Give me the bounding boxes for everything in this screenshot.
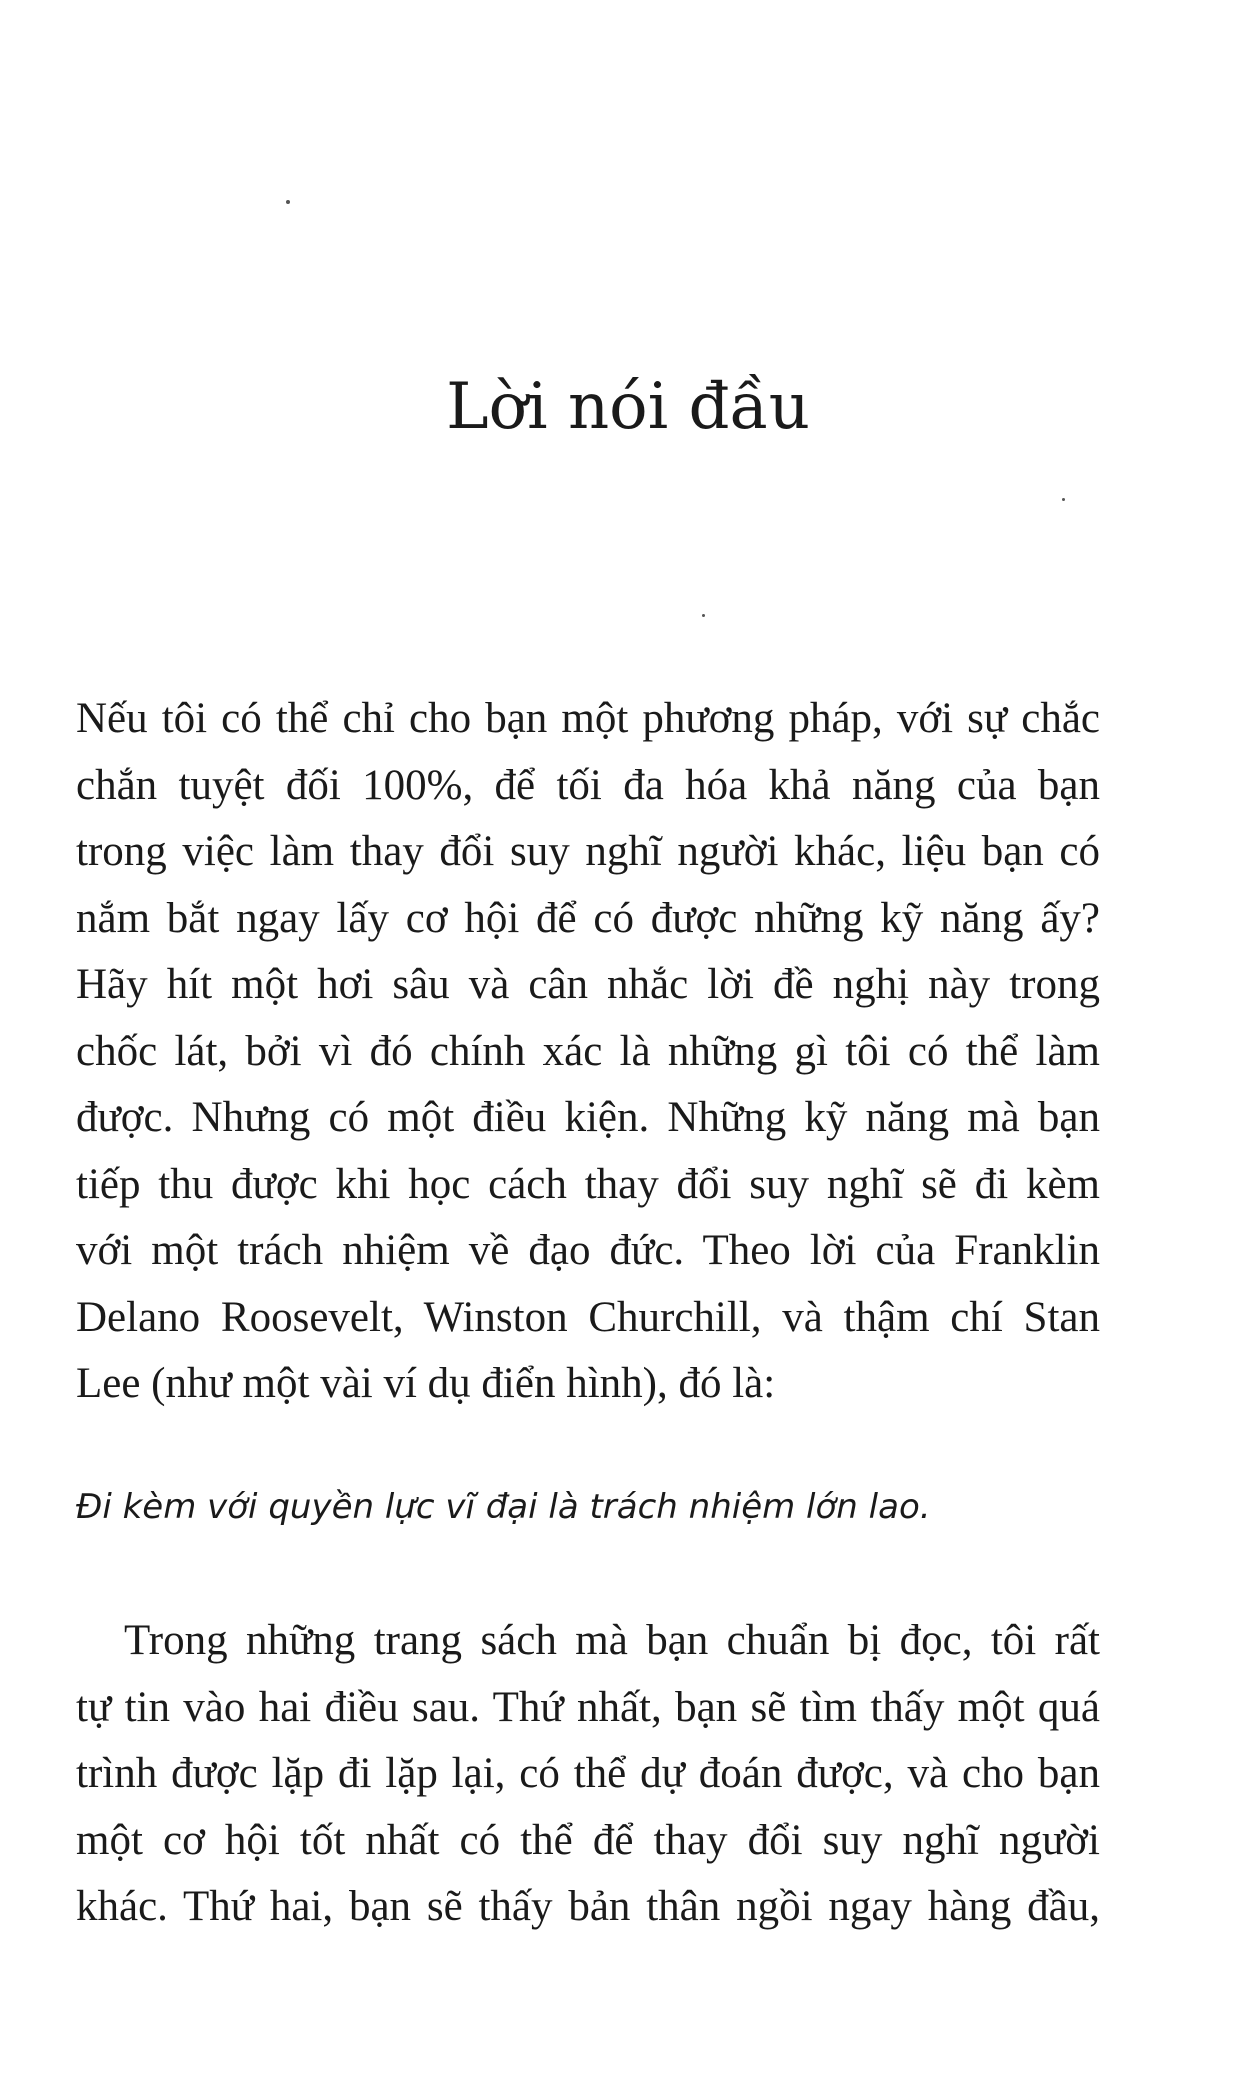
text-line: trình được lặp đi lặp lại, có thể dự đoán được, và cho bạn xyxy=(76,1750,1100,1797)
text-line: chắn tuyệt đối 100%, để tối đa hóa khả năng của bạn xyxy=(76,761,1100,809)
paragraph-intro xyxy=(76,686,1100,1418)
text-line: trong việc làm thay đổi suy nghĩ người khác, liệu bạn có xyxy=(76,828,1100,875)
text-line: khác. Thứ hai, bạn sẽ thấy bản thân ngồi ngay hàng đầu, xyxy=(76,1883,1100,1930)
print-speck xyxy=(286,200,290,204)
text-line: tiếp thu được khi học cách thay đổi suy nghĩ sẽ đi kèm xyxy=(76,1160,1100,1208)
text-line: Nếu tôi có thể chỉ cho bạn một phương pháp, với sự chắc xyxy=(76,695,1100,742)
print-speck xyxy=(702,614,705,617)
text-line: Delano Roosevelt, Winston Churchill, và thậm chí Stan xyxy=(76,1293,1100,1341)
text-line: Trong những trang sách mà bạn chuẩn bị đọc, tôi rất xyxy=(124,1617,1100,1664)
text-line: Hãy hít một hơi sâu và cân nhắc lời đề nghị này trong xyxy=(76,961,1100,1008)
text-line: với một trách nhiệm về đạo đức. Theo lời của Franklin xyxy=(76,1227,1100,1274)
text-line: tự tin vào hai điều sau. Thứ nhất, bạn sẽ tìm thấy một quá xyxy=(76,1683,1100,1731)
quote-line: Đi kèm với quyền lực vĩ đại là trách nhiệm lớn lao. xyxy=(76,1487,931,1527)
text-line: một cơ hội tốt nhất có thể để thay đổi suy nghĩ người xyxy=(76,1816,1100,1864)
print-speck xyxy=(1062,498,1065,501)
text-line: được. Nhưng có một điều kiện. Những kỹ năng mà bạn xyxy=(76,1094,1100,1141)
text-line: chốc lát, bởi vì đó chính xác là những gì tôi có thể làm xyxy=(76,1027,1100,1075)
chapter-title: Lời nói đầu xyxy=(446,370,810,444)
paragraph-second xyxy=(76,1608,1100,1941)
text-line: Lee (như một vài ví dụ điển hình), đó là: xyxy=(76,1360,776,1407)
text-line: nắm bắt ngay lấy cơ hội để có được những kỹ năng ấy? xyxy=(76,894,1100,942)
